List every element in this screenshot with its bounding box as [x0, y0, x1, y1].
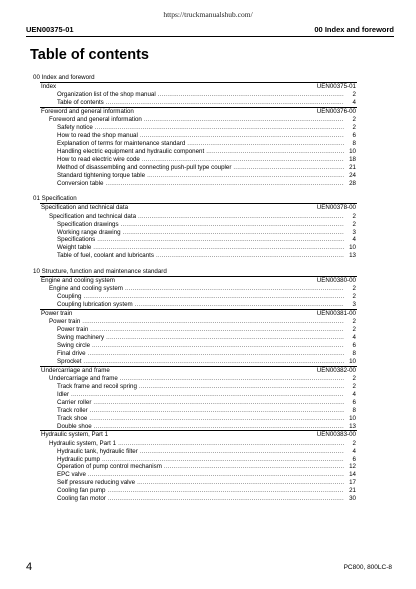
entry-page: 2	[352, 439, 356, 447]
entry-page: 18	[349, 155, 356, 163]
entry-title: Track shoe	[57, 414, 88, 422]
dot-leader	[118, 440, 344, 448]
entry-title: Table of contents	[57, 99, 104, 107]
toc-entry[interactable]	[0, 463, 416, 471]
entry-page: 4	[352, 447, 356, 455]
toc-entry[interactable]	[0, 375, 416, 383]
toc-entry[interactable]	[0, 236, 416, 244]
dot-leader	[121, 221, 344, 229]
entry-title: Method of disassembling and connecting push-pull type coupler	[57, 163, 232, 171]
chapter-code: UEN00380-00	[316, 276, 356, 284]
entry-page: 17	[349, 479, 356, 487]
entry-title: Working range drawing	[57, 228, 121, 236]
toc-section	[0, 74, 416, 187]
entry-title: Cooling fan pump	[57, 487, 106, 495]
entry-title: Specification drawings	[57, 220, 119, 228]
entry-title: Double shoe	[57, 422, 92, 430]
toc-section	[0, 195, 416, 260]
dot-leader	[137, 479, 344, 487]
entry-title: Operation of pump control mechanism	[57, 463, 162, 471]
chapter-code: UEN00378-00	[316, 204, 356, 212]
dot-leader	[106, 334, 344, 342]
dot-leader	[108, 487, 345, 495]
dot-leader	[83, 293, 344, 301]
dot-leader	[142, 156, 344, 164]
entry-title: Power train	[57, 326, 89, 334]
entry-page: 10	[349, 148, 356, 156]
entry-page: 6	[352, 455, 356, 463]
entry-title: Swing circle	[57, 342, 91, 350]
section-title: 01 Specification	[33, 195, 77, 203]
chapter-title: Index	[41, 82, 57, 90]
toc-entry[interactable]	[0, 440, 416, 448]
chapter-code: UEN00383-00	[316, 431, 356, 439]
entry-page: 2	[352, 124, 356, 132]
entry-title: Final drive	[57, 350, 86, 357]
section-title: 00 Index and foreword	[33, 74, 95, 81]
dot-leader	[90, 326, 344, 334]
entry-title: Power train	[49, 318, 81, 326]
toc-entry[interactable]	[0, 415, 416, 423]
toc-entry[interactable]	[0, 91, 416, 99]
dot-leader	[233, 164, 344, 172]
toc-entry[interactable]	[0, 407, 416, 415]
entry-page: 2	[352, 326, 356, 334]
entry-title: Sprocket	[57, 357, 82, 365]
entry-title: Specification and technical data	[49, 212, 137, 220]
entry-title: Explanation of terms for maintenance standard	[57, 140, 186, 148]
toc-entry[interactable]	[0, 99, 416, 107]
table-of-contents	[0, 74, 416, 503]
dot-leader	[164, 463, 344, 471]
toc-entry[interactable]	[0, 358, 416, 366]
entry-page: 13	[349, 422, 356, 430]
entry-page: 4	[352, 99, 356, 107]
toc-entry[interactable]	[0, 164, 416, 172]
dot-leader	[140, 448, 344, 456]
dot-leader	[125, 285, 344, 293]
toc-entry[interactable]	[0, 456, 416, 464]
dot-leader	[156, 252, 344, 260]
dot-leader	[82, 318, 344, 326]
toc-entry[interactable]	[0, 124, 416, 132]
dot-leader	[83, 358, 344, 366]
entry-page: 2	[352, 285, 356, 293]
toc-entry[interactable]	[0, 318, 416, 326]
dot-leader	[93, 244, 344, 252]
entry-title: Coupling lubrication system	[57, 301, 133, 309]
entry-title: Weight table	[57, 244, 92, 252]
entry-title: Organization list of the shop manual	[57, 91, 156, 99]
chapter-heading[interactable]	[40, 107, 357, 116]
entry-title: How to read electric wire code	[57, 155, 140, 163]
footer-model: PC800, 800LC-8	[343, 564, 392, 571]
entry-page: 28	[349, 179, 356, 187]
chapter-title: Specification and technical data	[41, 204, 129, 212]
dot-leader	[92, 342, 344, 350]
chapter-title: Engine and cooling system	[41, 276, 115, 284]
chapter-title: Hydraulic system, Part 1	[41, 431, 109, 439]
toc-entry[interactable]	[0, 148, 416, 156]
chapter-code: UEN00375-01	[316, 82, 356, 90]
toc-entry[interactable]	[0, 252, 416, 260]
toc-entry[interactable]	[0, 448, 416, 456]
entry-title: How to read the shop manual	[57, 132, 138, 140]
entry-title: Table of fuel, coolant and lubricants	[57, 252, 154, 260]
entry-page: 10	[349, 414, 356, 422]
entry-title: Track roller	[57, 406, 88, 414]
dot-leader	[140, 132, 344, 140]
toc-entry[interactable]	[0, 326, 416, 334]
toc-entry[interactable]	[0, 229, 416, 237]
entry-page: 4	[352, 334, 356, 342]
chapter-title: Undercarriage and frame	[41, 366, 110, 374]
dot-leader	[88, 350, 344, 358]
dot-leader	[88, 471, 344, 479]
entry-title: Hydraulic tank, hydraulic filter	[57, 447, 138, 455]
entry-page: 8	[352, 140, 356, 148]
entry-page: 21	[349, 163, 356, 171]
toc-entry[interactable]	[0, 221, 416, 229]
entry-title: Undercarriage and frame	[49, 375, 118, 383]
toc-entry[interactable]	[0, 132, 416, 140]
header-rule	[26, 36, 394, 37]
chapter-heading[interactable]	[40, 82, 357, 91]
entry-page: 2	[352, 116, 356, 124]
dot-leader	[71, 391, 344, 399]
toc-entry[interactable]	[0, 244, 416, 252]
entry-page: 6	[352, 132, 356, 140]
entry-page: 14	[349, 471, 356, 479]
entry-page: 10	[349, 357, 356, 365]
toc-entry[interactable]	[0, 213, 416, 221]
chapter-title: Power train	[41, 310, 73, 318]
dot-leader	[187, 140, 344, 148]
entry-title: Self pressure reducing valve	[57, 479, 136, 487]
entry-page: 4	[352, 390, 356, 398]
dot-leader	[147, 172, 344, 180]
entry-page: 2	[352, 383, 356, 391]
toc-entry[interactable]	[0, 487, 416, 495]
entry-page: 3	[352, 228, 356, 236]
toc-entry[interactable]	[0, 172, 416, 180]
source-url[interactable]: https://truckmanualshub.com/	[163, 10, 253, 19]
toc-entry[interactable]	[0, 495, 416, 503]
entry-page: 3	[352, 301, 356, 309]
entry-page: 8	[352, 350, 356, 357]
entry-title: Idler	[57, 390, 70, 398]
entry-title: Hydraulic pump	[57, 455, 100, 463]
toc-entry[interactable]	[0, 479, 416, 487]
chapter-title: Foreword and general information	[41, 108, 134, 116]
dot-leader	[120, 375, 344, 383]
entry-page: 2	[352, 212, 356, 220]
toc-entry[interactable]	[0, 285, 416, 293]
chapter-code: UEN00381-00	[316, 310, 356, 318]
entry-page: 13	[349, 252, 356, 260]
toc-entry[interactable]	[0, 342, 416, 350]
toc-entry[interactable]	[0, 293, 416, 301]
chapter-heading[interactable]	[40, 430, 357, 439]
entry-page: 6	[352, 398, 356, 406]
toc-entry[interactable]	[0, 180, 416, 188]
chapter-heading[interactable]	[40, 276, 357, 285]
entry-page: 2	[352, 375, 356, 383]
chapter-code: UEN00376-00	[316, 108, 356, 116]
toc-entry[interactable]	[0, 391, 416, 399]
entry-title: EPC valve	[57, 471, 86, 479]
entry-page: 30	[349, 495, 356, 503]
entry-title: Safety notice	[57, 124, 93, 132]
header-section-title: 00 Index and foreword	[314, 25, 394, 34]
dot-leader	[123, 229, 344, 237]
dot-leader	[90, 407, 344, 415]
dot-leader	[158, 91, 344, 99]
dot-leader	[97, 236, 344, 244]
entry-page: 21	[349, 487, 356, 495]
toc-entry[interactable]	[0, 334, 416, 342]
entry-title: Handling electric equipment and hydraulic component	[57, 148, 205, 156]
dot-leader	[135, 301, 344, 309]
entry-title: Foreword and general information	[49, 116, 142, 124]
entry-page: 10	[349, 244, 356, 252]
entry-title: Track frame and recoil spring	[57, 383, 137, 391]
dot-leader	[105, 180, 344, 188]
entry-title: Hydraulic system, Part 1	[49, 439, 117, 447]
entry-page: 2	[352, 91, 356, 99]
toc-entry[interactable]	[0, 471, 416, 479]
entry-page: 4	[352, 236, 356, 244]
chapter-heading[interactable]	[40, 366, 357, 375]
toc-entry[interactable]	[0, 116, 416, 124]
dot-leader	[144, 116, 344, 124]
entry-page: 2	[352, 318, 356, 326]
toc-entry[interactable]	[0, 301, 416, 309]
dot-leader	[106, 99, 344, 107]
toc-entry[interactable]	[0, 350, 416, 358]
entry-page: 12	[349, 463, 356, 471]
entry-page: 6	[352, 342, 356, 350]
chapter-code: UEN00382-00	[316, 366, 356, 374]
dot-leader	[206, 148, 344, 156]
section-title: 10 Structure, function and maintenance standard	[33, 268, 167, 276]
dot-leader	[93, 399, 344, 407]
entry-title: Engine and cooling system	[49, 285, 123, 293]
chapter-heading[interactable]	[40, 309, 357, 318]
dot-leader	[94, 423, 344, 431]
entry-title: Coupling	[57, 293, 82, 301]
entry-page: 8	[352, 406, 356, 414]
dot-leader	[102, 456, 344, 464]
header-document-code: UEN00375-01	[26, 25, 74, 34]
dot-leader	[139, 383, 344, 391]
entry-page: 2	[352, 293, 356, 301]
entry-title: Specifications	[57, 236, 96, 244]
entry-title: Swing machinery	[57, 334, 105, 342]
dot-leader	[95, 124, 344, 132]
dot-leader	[89, 415, 344, 423]
page-title: Table of contents	[30, 47, 149, 63]
toc-entry[interactable]	[0, 156, 416, 164]
entry-page: 2	[352, 220, 356, 228]
chapter-heading[interactable]	[40, 203, 357, 212]
entry-title: Standard tightening torque table	[57, 171, 146, 179]
toc-entry[interactable]	[0, 423, 416, 431]
dot-leader	[138, 213, 344, 221]
toc-entry[interactable]	[0, 399, 416, 407]
entry-title: Carrier roller	[57, 398, 92, 406]
toc-entry[interactable]	[0, 383, 416, 391]
toc-entry[interactable]	[0, 140, 416, 148]
toc-section	[0, 268, 416, 503]
entry-title: Conversion table	[57, 179, 104, 187]
dot-leader	[108, 495, 344, 503]
footer-page-number: 4	[26, 561, 33, 573]
entry-page: 24	[349, 171, 356, 179]
entry-title: Cooling fan motor	[57, 495, 106, 503]
